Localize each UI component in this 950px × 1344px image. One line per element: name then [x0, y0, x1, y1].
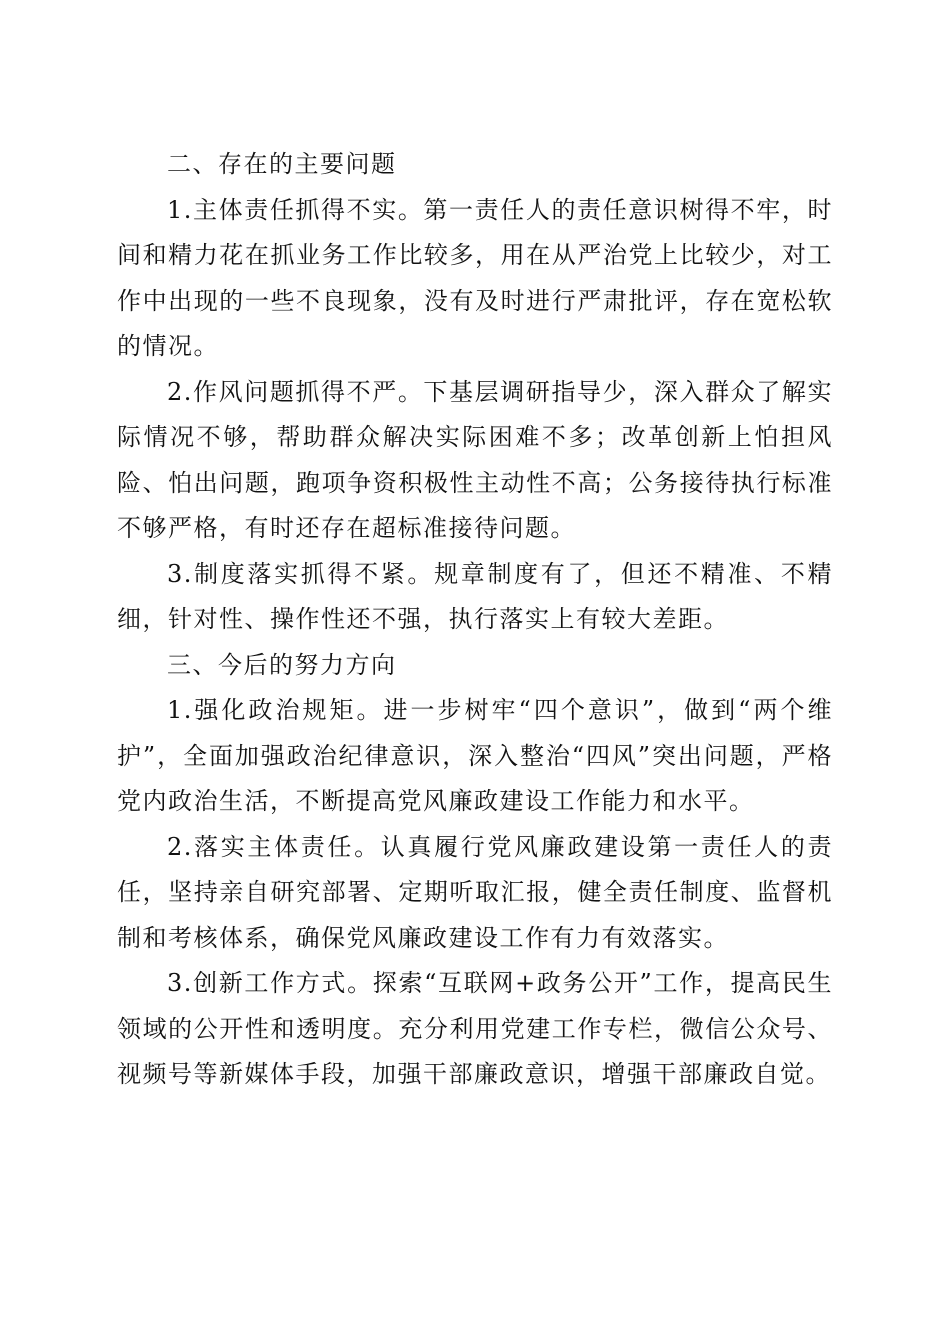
paragraph-direction-1: 1.强化政治规矩。进一步树牢“四个意识”，做到“两个维护”，全面加强政治纪律意识，深入整治“四风”突出问题，严格党内政治生活，不断提高党风廉政建设工作能力和水平。	[117, 696, 833, 815]
paragraph-direction-2: 2.落实主体责任。认真履行党风廉政建设第一责任人的责任，坚持亲自研究部署、定期听取汇报，健全责任制度、监督机制和考核体系，确保党风廉政建设工作有力有效落实。	[117, 832, 833, 952]
section-heading-problems: 二、存在的主要问题	[167, 150, 397, 178]
paragraph-problem-1: 1.主体责任抓得不实。第一责任人的责任意识树得不牢，时间和精力花在抓业务工作比较多，用在从严治党上比较少，对工作中出现的一些不良现象，没有及时进行严肃批评，存在宽松软的情况。	[117, 195, 833, 360]
document-body	[117, 142, 833, 1098]
paragraph-problem-3: 3.制度落实抓得不紧。规章制度有了，但还不精准、不精细，针对性、操作性还不强，执行落实上有较大差距。	[117, 559, 833, 633]
paragraph-direction-3: 3.创新工作方式。探索“互联网+政务公开”工作，提高民生领域的公开性和透明度。充分利用党建工作专栏，微信公众号、视频号等新媒体手段，加强干部廉政意识，增强干部廉政自觉。	[117, 969, 833, 1088]
paragraph-problem-2: 2.作风问题抓得不严。下基层调研指导少，深入群众了解实际情况不够，帮助群众解决实际困难不多；改革创新上怕担风险、怕出问题，跑项争资积极性主动性不高；公务接待执行标准不够严格，有时还存在超标准接待问题。	[117, 377, 833, 542]
section-heading-direction: 三、今后的努力方向	[167, 650, 397, 679]
